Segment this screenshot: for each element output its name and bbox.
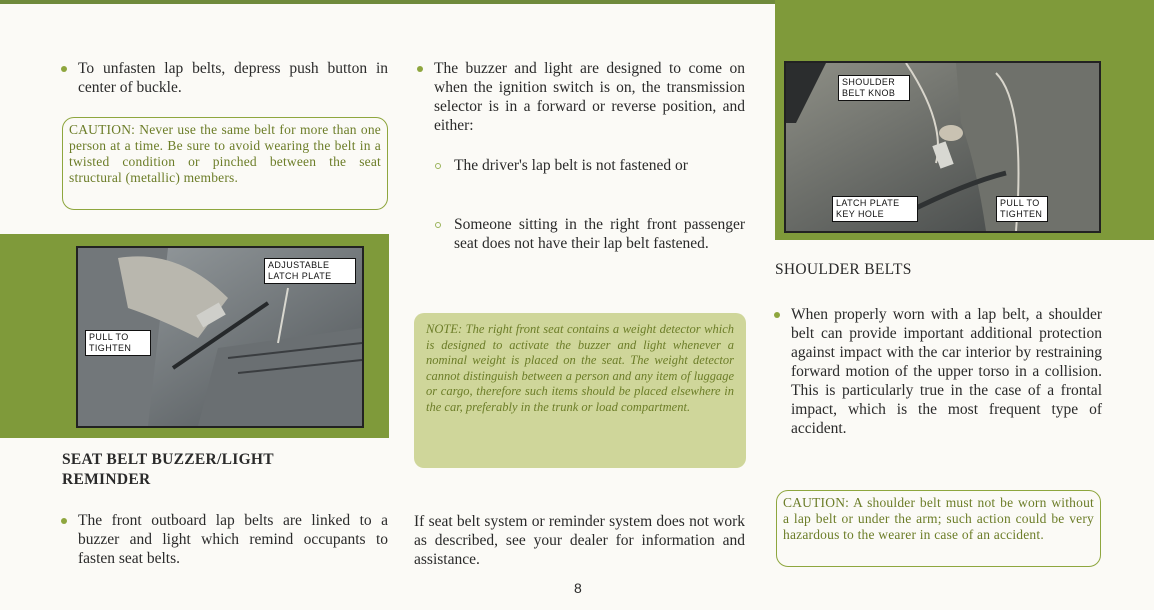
sub-bullet-ring	[435, 222, 441, 228]
dealer-assistance-text: If seat belt system or reminder system does not work as described, see your dealer for information and assistance.	[414, 513, 745, 568]
page-number: 8	[574, 580, 582, 596]
buzzer-conditions-text: The buzzer and light are designed to come on when the ignition switch is on, the transmission selector is in a forward or reverse position, and either:	[434, 60, 745, 134]
driver-belt-condition: The driver's lap belt is not fastened or	[454, 157, 688, 174]
linked-belts-text: The front outboard lap belts are linked to a buzzer and light which remind occupants to fasten seat belts.	[78, 512, 388, 567]
bullet-dot	[774, 312, 780, 318]
unfasten-instruction: To unfasten lap belts, depress push button in center of buckle.	[78, 60, 388, 96]
buzzer-light-heading: SEAT BELT BUZZER/LIGHT REMINDER	[62, 451, 274, 488]
label-pull-to-tighten: PULL TO TIGHTEN	[85, 330, 151, 356]
label-pull-to-tighten: PULL TO TIGHTEN	[996, 196, 1048, 222]
bullet-dot	[417, 66, 423, 72]
weight-detector-note: NOTE: The right front seat contains a weight detector which is designed to activate the buzzer and light whenever a nominal weight is placed on the seat. The weight detector cannot distinguish between a person and any item of luggage or cargo, therefore such items should be placed elsewhere in the car, preferably in the trunk or load compartment.	[414, 313, 746, 468]
passenger-belt-condition: Someone sitting in the right front passenger seat does not have their lap belt fastened.	[454, 216, 745, 252]
shoulder-photo	[784, 61, 1101, 233]
caution-same-belt: CAUTION: Never use the same belt for more than one person at a time. Be sure to avoid wearing the belt in a twisted condition or pinched between the seat structural (metallic) members.	[62, 117, 388, 210]
shoulder-belts-heading: SHOULDER BELTS	[775, 261, 912, 278]
bullet-dot	[61, 518, 67, 524]
sub-bullet-ring	[435, 163, 441, 169]
seat-photo	[76, 246, 364, 428]
label-latch-plate-key-hole: LATCH PLATE KEY HOLE	[832, 196, 918, 222]
label-adjustable-latch-plate: ADJUSTABLE LATCH PLATE	[264, 258, 356, 284]
bullet-dot	[61, 66, 67, 72]
caution-shoulder-belt: CAUTION: A shoulder belt must not be worn without a lap belt or under the arm; such action could be very hazardous to the wearer in case of an accident.	[776, 490, 1101, 567]
label-shoulder-belt-knob: SHOULDER BELT KNOB	[838, 75, 910, 101]
shoulder-belt-benefit-text: When properly worn with a lap belt, a shoulder belt can provide important additional protection against impact with the car interior by restraining forward motion of the upper torso in a collision. This is particularly true in the case of a frontal impact, which is the most frequent type of accident.	[791, 306, 1102, 437]
